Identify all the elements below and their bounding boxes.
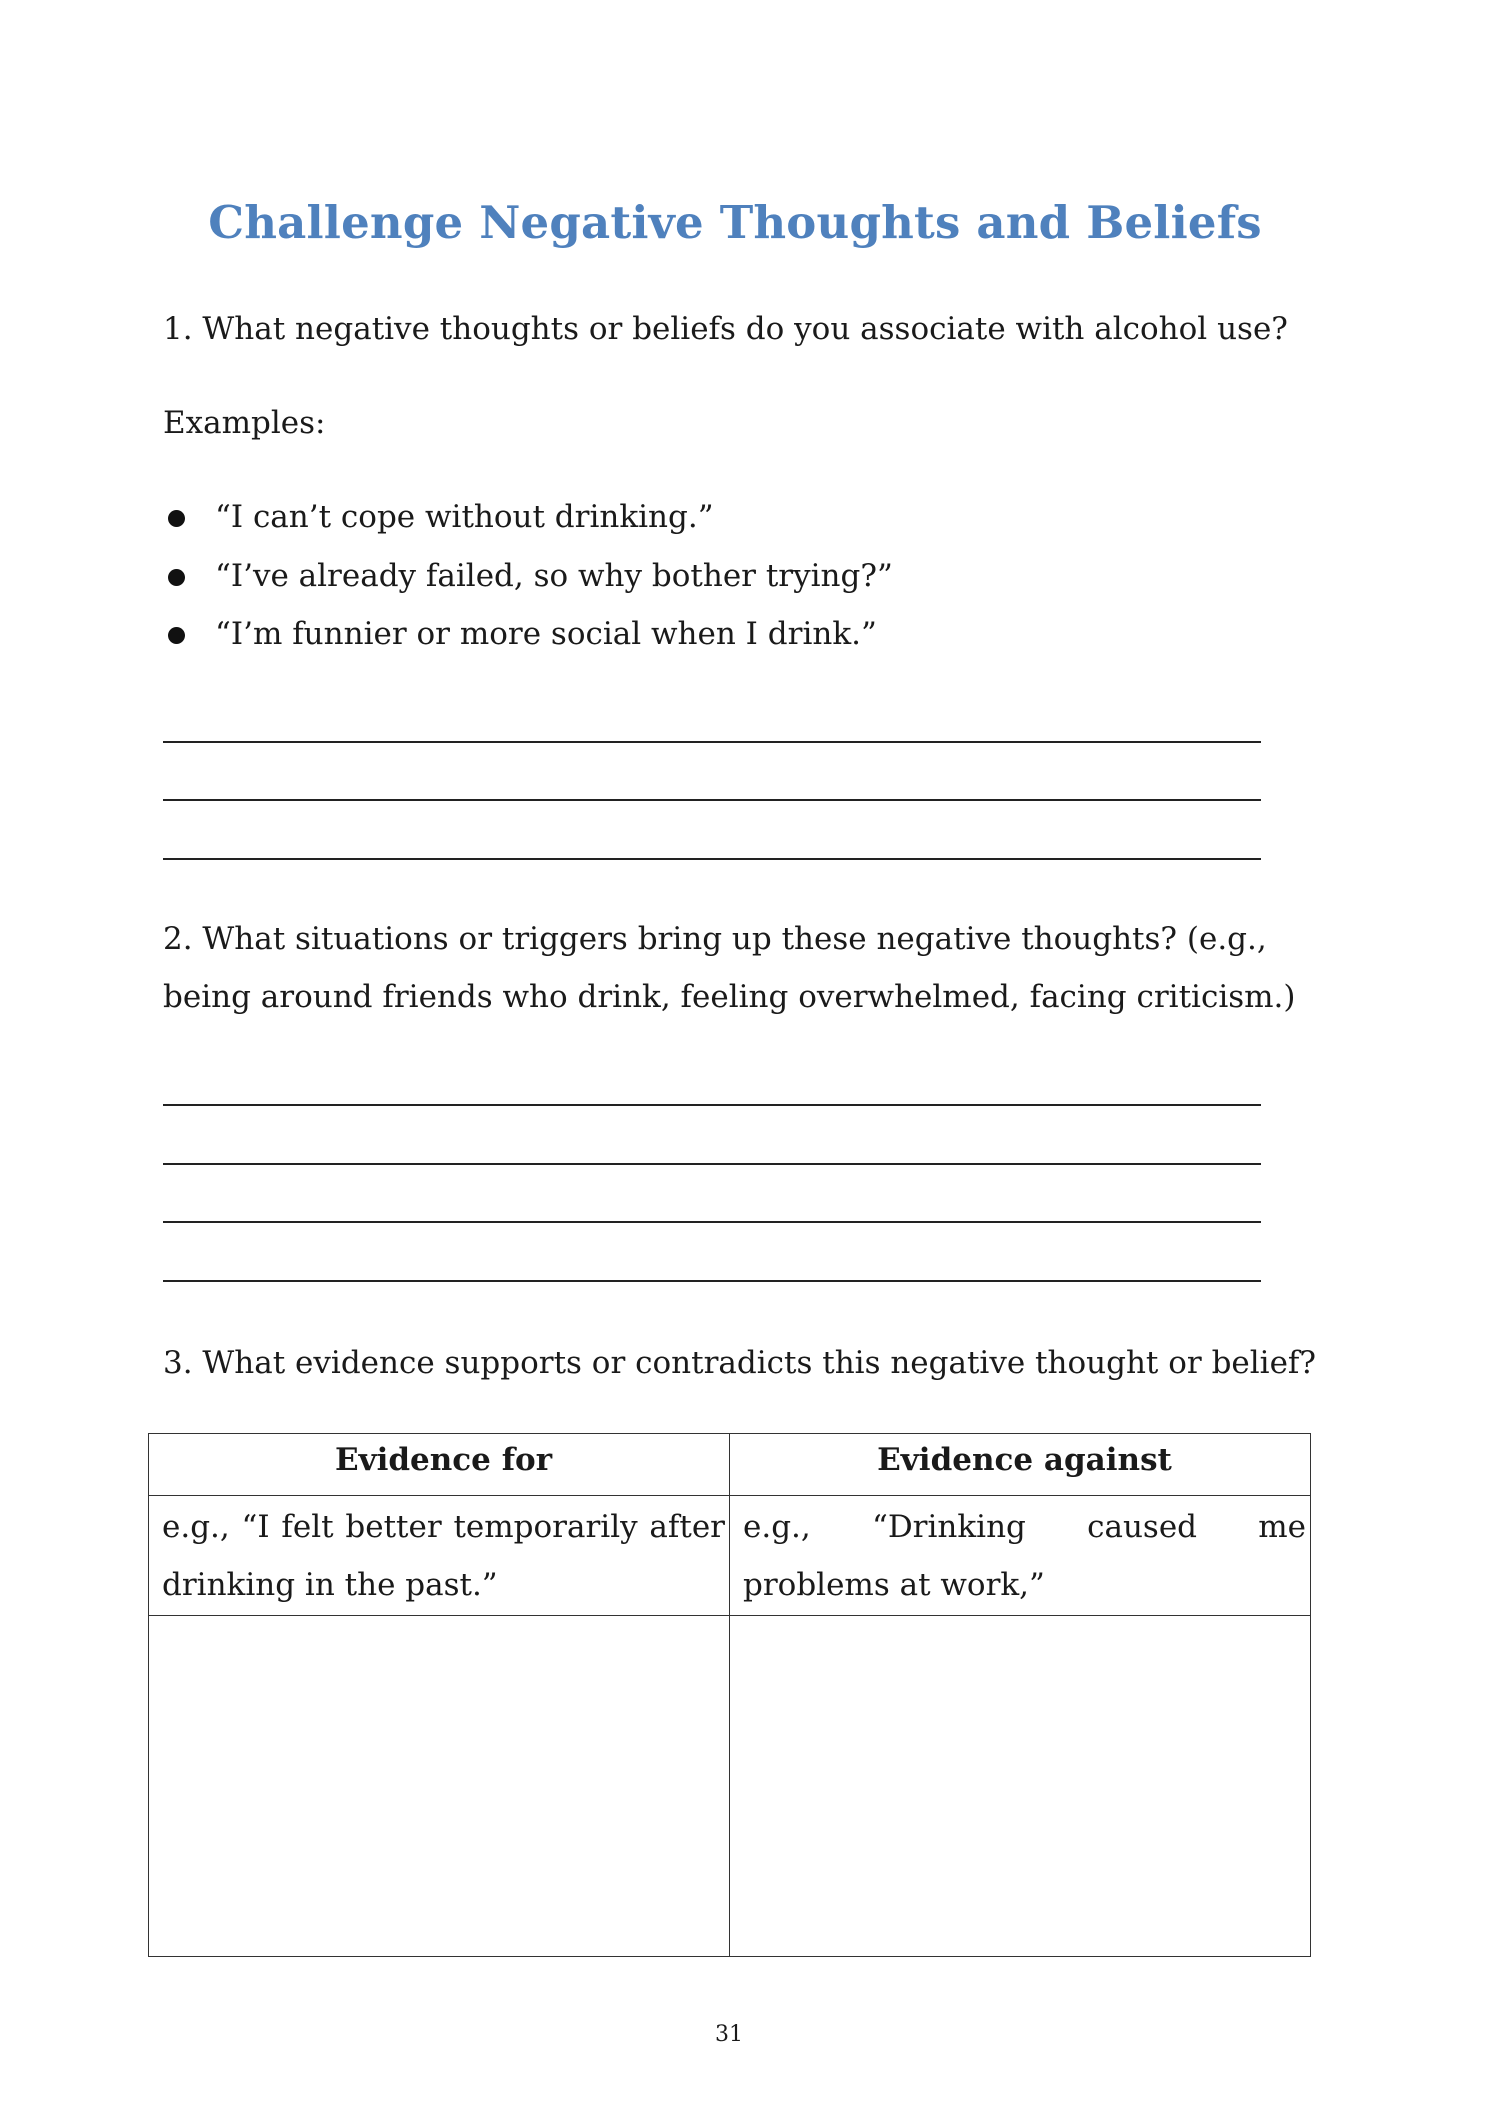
table-row	[149, 1496, 1311, 1616]
bullet-icon	[168, 510, 185, 527]
question-1: 1. What negative thoughts or beliefs do you associate with alcohol use?	[163, 311, 1288, 347]
evidence-against-header: Evidence against	[730, 1434, 1311, 1496]
page-number: 31	[715, 2022, 743, 2047]
evidence-for-example: e.g., “I felt better temporarily after drinking in the past.”	[149, 1496, 730, 1616]
example-text: “I’m funnier or more social when I drink.”	[215, 616, 877, 652]
page-title: Challenge Negative Thoughts and Beliefs	[208, 196, 1262, 249]
answer-line[interactable]	[163, 741, 1261, 743]
examples-label: Examples:	[163, 405, 326, 441]
evidence-table	[148, 1433, 1311, 1957]
answer-line[interactable]	[163, 1280, 1261, 1282]
answer-line[interactable]	[163, 799, 1261, 801]
evidence-for-header: Evidence for	[149, 1434, 730, 1496]
answer-line[interactable]	[163, 858, 1261, 860]
answer-line[interactable]	[163, 1221, 1261, 1223]
examples-list	[163, 488, 893, 664]
list-item	[163, 488, 893, 547]
evidence-against-answer-cell[interactable]	[730, 1616, 1311, 1957]
question-3: 3. What evidence supports or contradicts this negative thought or belief?	[163, 1345, 1317, 1381]
bullet-icon	[168, 569, 185, 586]
table-header-row	[149, 1434, 1311, 1496]
bullet-icon	[168, 627, 185, 644]
table-row	[149, 1616, 1311, 1957]
example-text: “I’ve already failed, so why bother trying?”	[215, 557, 893, 594]
answer-line[interactable]	[163, 1104, 1261, 1106]
evidence-for-answer-cell[interactable]	[149, 1616, 730, 1957]
question-2: 2. What situations or triggers bring up these negative thoughts? (e.g., being around friends who drink, feeling overwhelmed, facing criticism.)	[163, 921, 1296, 1015]
answer-line[interactable]	[163, 1163, 1261, 1165]
example-text: “I can’t cope without drinking.”	[215, 499, 714, 535]
list-item	[163, 605, 893, 664]
evidence-against-example: e.g., “Drinking caused me problems at work,”	[730, 1496, 1311, 1616]
list-item	[163, 547, 893, 606]
